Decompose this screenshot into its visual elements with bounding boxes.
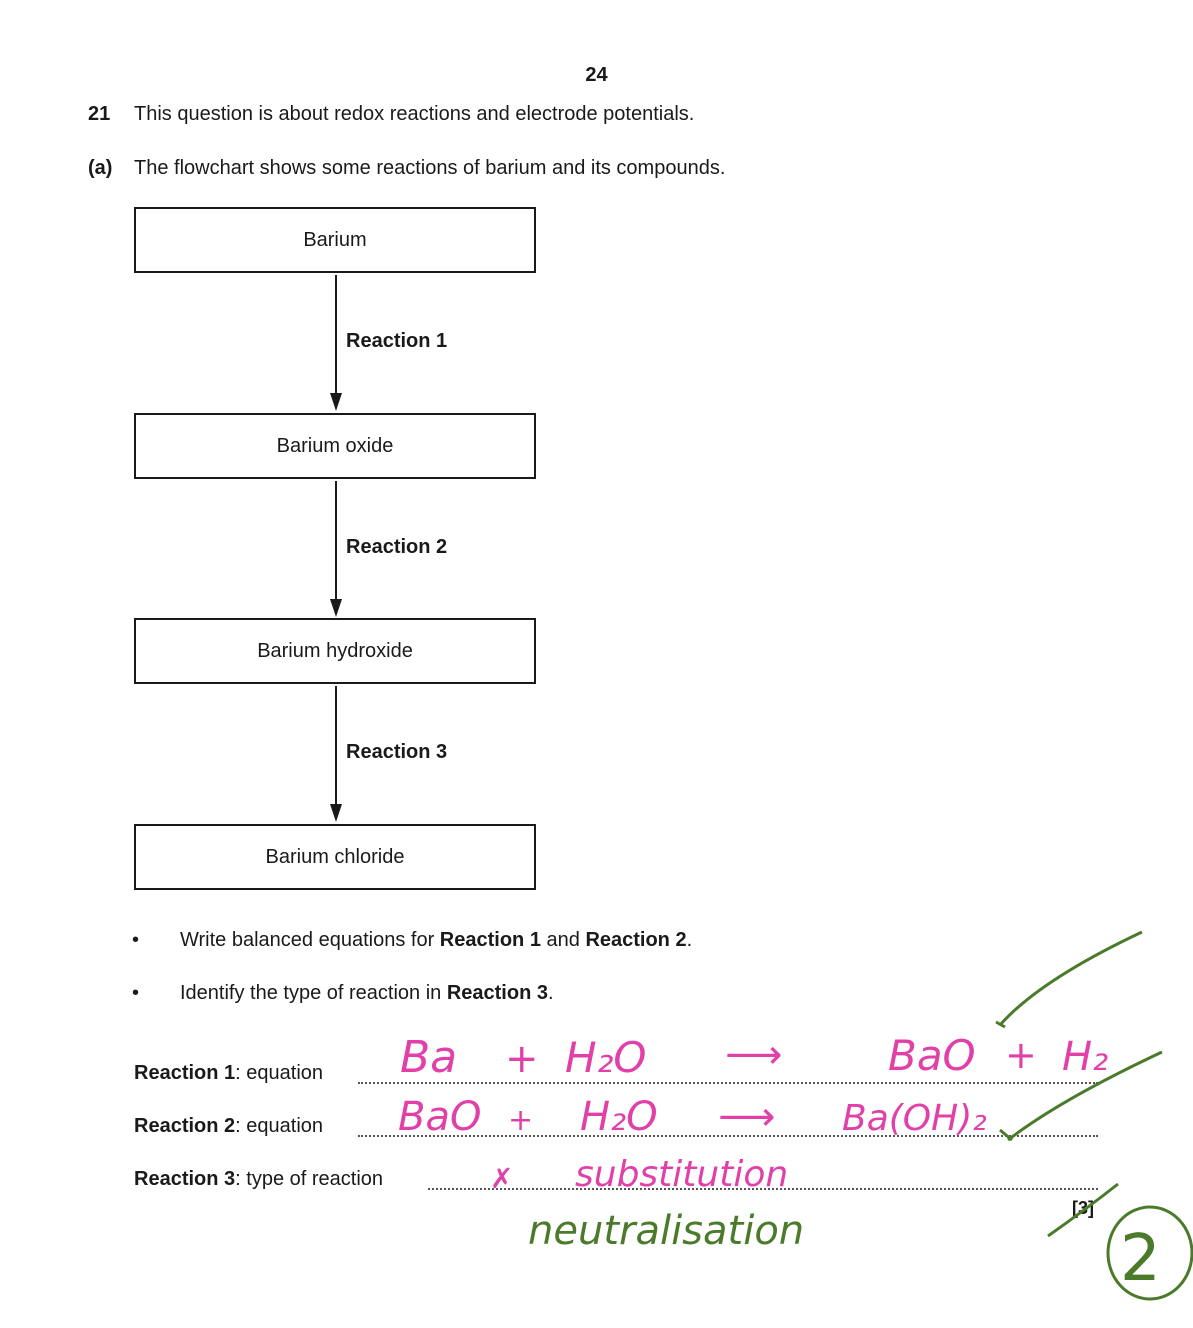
- page-number: 24: [585, 64, 608, 86]
- handwritten-text: Ba: [400, 1032, 458, 1083]
- bullet-icon: •: [132, 929, 140, 951]
- awarded-mark: 2: [1120, 1222, 1161, 1296]
- answer-label-bold: Reaction 2: [134, 1115, 236, 1137]
- answer-label-text: : equation: [235, 1115, 324, 1137]
- flow-box-label: Barium hydroxide: [257, 639, 413, 662]
- flow-box-label: Barium oxide: [276, 434, 394, 457]
- answer-label-bold: Reaction 3: [134, 1168, 236, 1190]
- handwritten-text: substitution: [575, 1154, 789, 1195]
- instruction-bold: Reaction 3: [446, 982, 548, 1004]
- instruction-text: and: [540, 929, 586, 951]
- handwritten-text: H₂: [1062, 1034, 1109, 1080]
- instruction-text: Write balanced equations for: [180, 929, 440, 951]
- reaction-label: Reaction 3: [346, 741, 448, 763]
- question-number: 21: [88, 103, 111, 125]
- handwritten-text: +: [505, 1036, 539, 1082]
- slash-mark-icon: [1048, 1184, 1118, 1236]
- instruction-bold: Reaction 2: [585, 929, 687, 951]
- flow-box-label: Barium: [303, 228, 367, 251]
- part-label: (a): [88, 157, 113, 179]
- reaction-label: Reaction 1: [346, 330, 448, 352]
- handwritten-text: H₂O: [580, 1094, 658, 1140]
- answer-label-bold: Reaction 1: [134, 1062, 236, 1084]
- handwritten-text: +: [508, 1103, 534, 1138]
- instruction-text: .: [547, 982, 554, 1004]
- handwritten-text: BaO: [398, 1094, 482, 1140]
- bullet-icon: •: [132, 982, 140, 1004]
- marks-available: [3]: [1072, 1198, 1094, 1218]
- instruction-text: Identify the type of reaction in: [180, 982, 447, 1004]
- tick-mark-icon: [1000, 932, 1142, 1025]
- handwritten-text: Ba(OH)₂: [842, 1098, 987, 1139]
- reaction-label: Reaction 2: [346, 536, 448, 558]
- handwritten-correction: neutralisation: [528, 1208, 805, 1254]
- instruction-bold: Reaction 1: [439, 929, 541, 951]
- handwritten-text: ⟶: [725, 1032, 783, 1078]
- handwritten-text: ⟶: [718, 1094, 776, 1140]
- handwritten-text: H₂O: [565, 1033, 647, 1082]
- answer-label-text: : equation: [235, 1062, 324, 1084]
- flow-box-label: Barium chloride: [265, 845, 405, 868]
- question-text: This question is about redox reactions and electrode potentials.: [134, 103, 695, 125]
- part-text: The flowchart shows some reactions of barium and its compounds.: [134, 157, 726, 179]
- scribble-mark: ✗: [490, 1162, 514, 1195]
- handwritten-text: BaO: [888, 1031, 976, 1080]
- answer-label-text: : type of reaction: [235, 1168, 384, 1190]
- instruction-text: .: [686, 929, 693, 951]
- handwritten-text: +: [1005, 1033, 1037, 1077]
- tick-mark-icon: [1000, 1130, 1012, 1140]
